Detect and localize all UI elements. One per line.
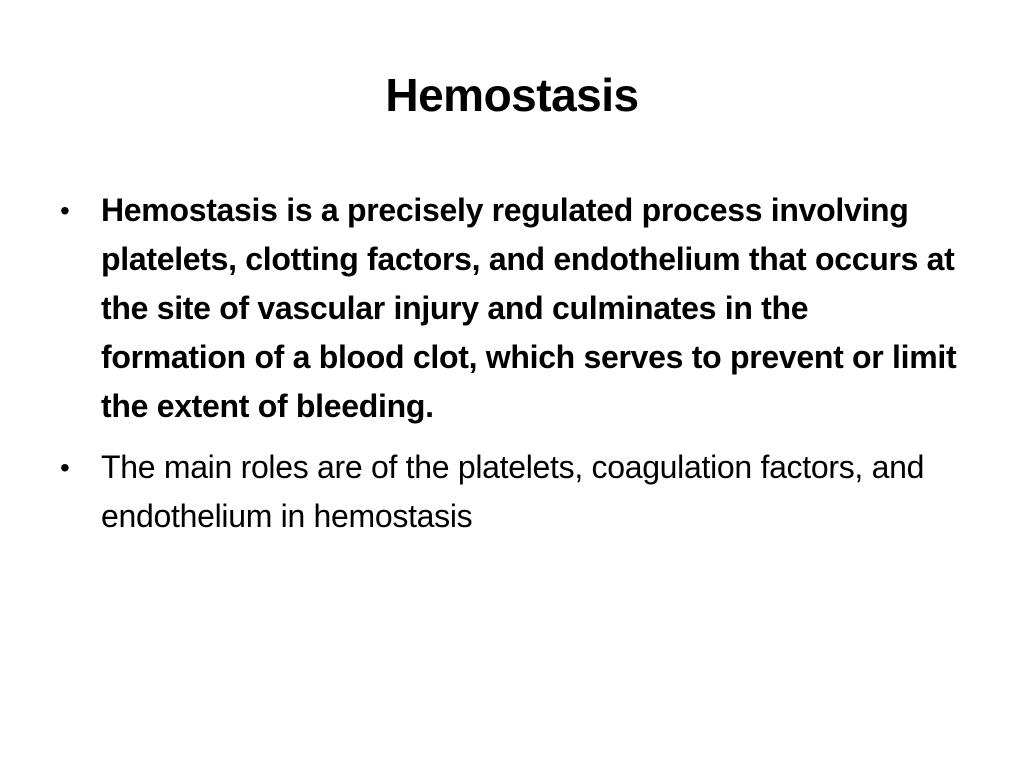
slide-title: Hemostasis: [385, 69, 639, 121]
bullet-marker: •: [60, 452, 70, 483]
bullet-marker: •: [60, 195, 70, 226]
bullet-list: [60, 186, 960, 553]
bullet-item: [60, 443, 960, 541]
bullet-text: The main roles are of the platelets, coagulation factors, and endothelium in hemostasis: [101, 449, 925, 534]
bullet-item: [60, 186, 960, 431]
bullet-text: Hemostasis is a precisely regulated process involving platelets, clotting factors, and endothelium that occurs at the site of vascular injury and culminates in the formation of a blood clot, which serves to prevent or limit the extent of bleeding.: [101, 192, 957, 424]
